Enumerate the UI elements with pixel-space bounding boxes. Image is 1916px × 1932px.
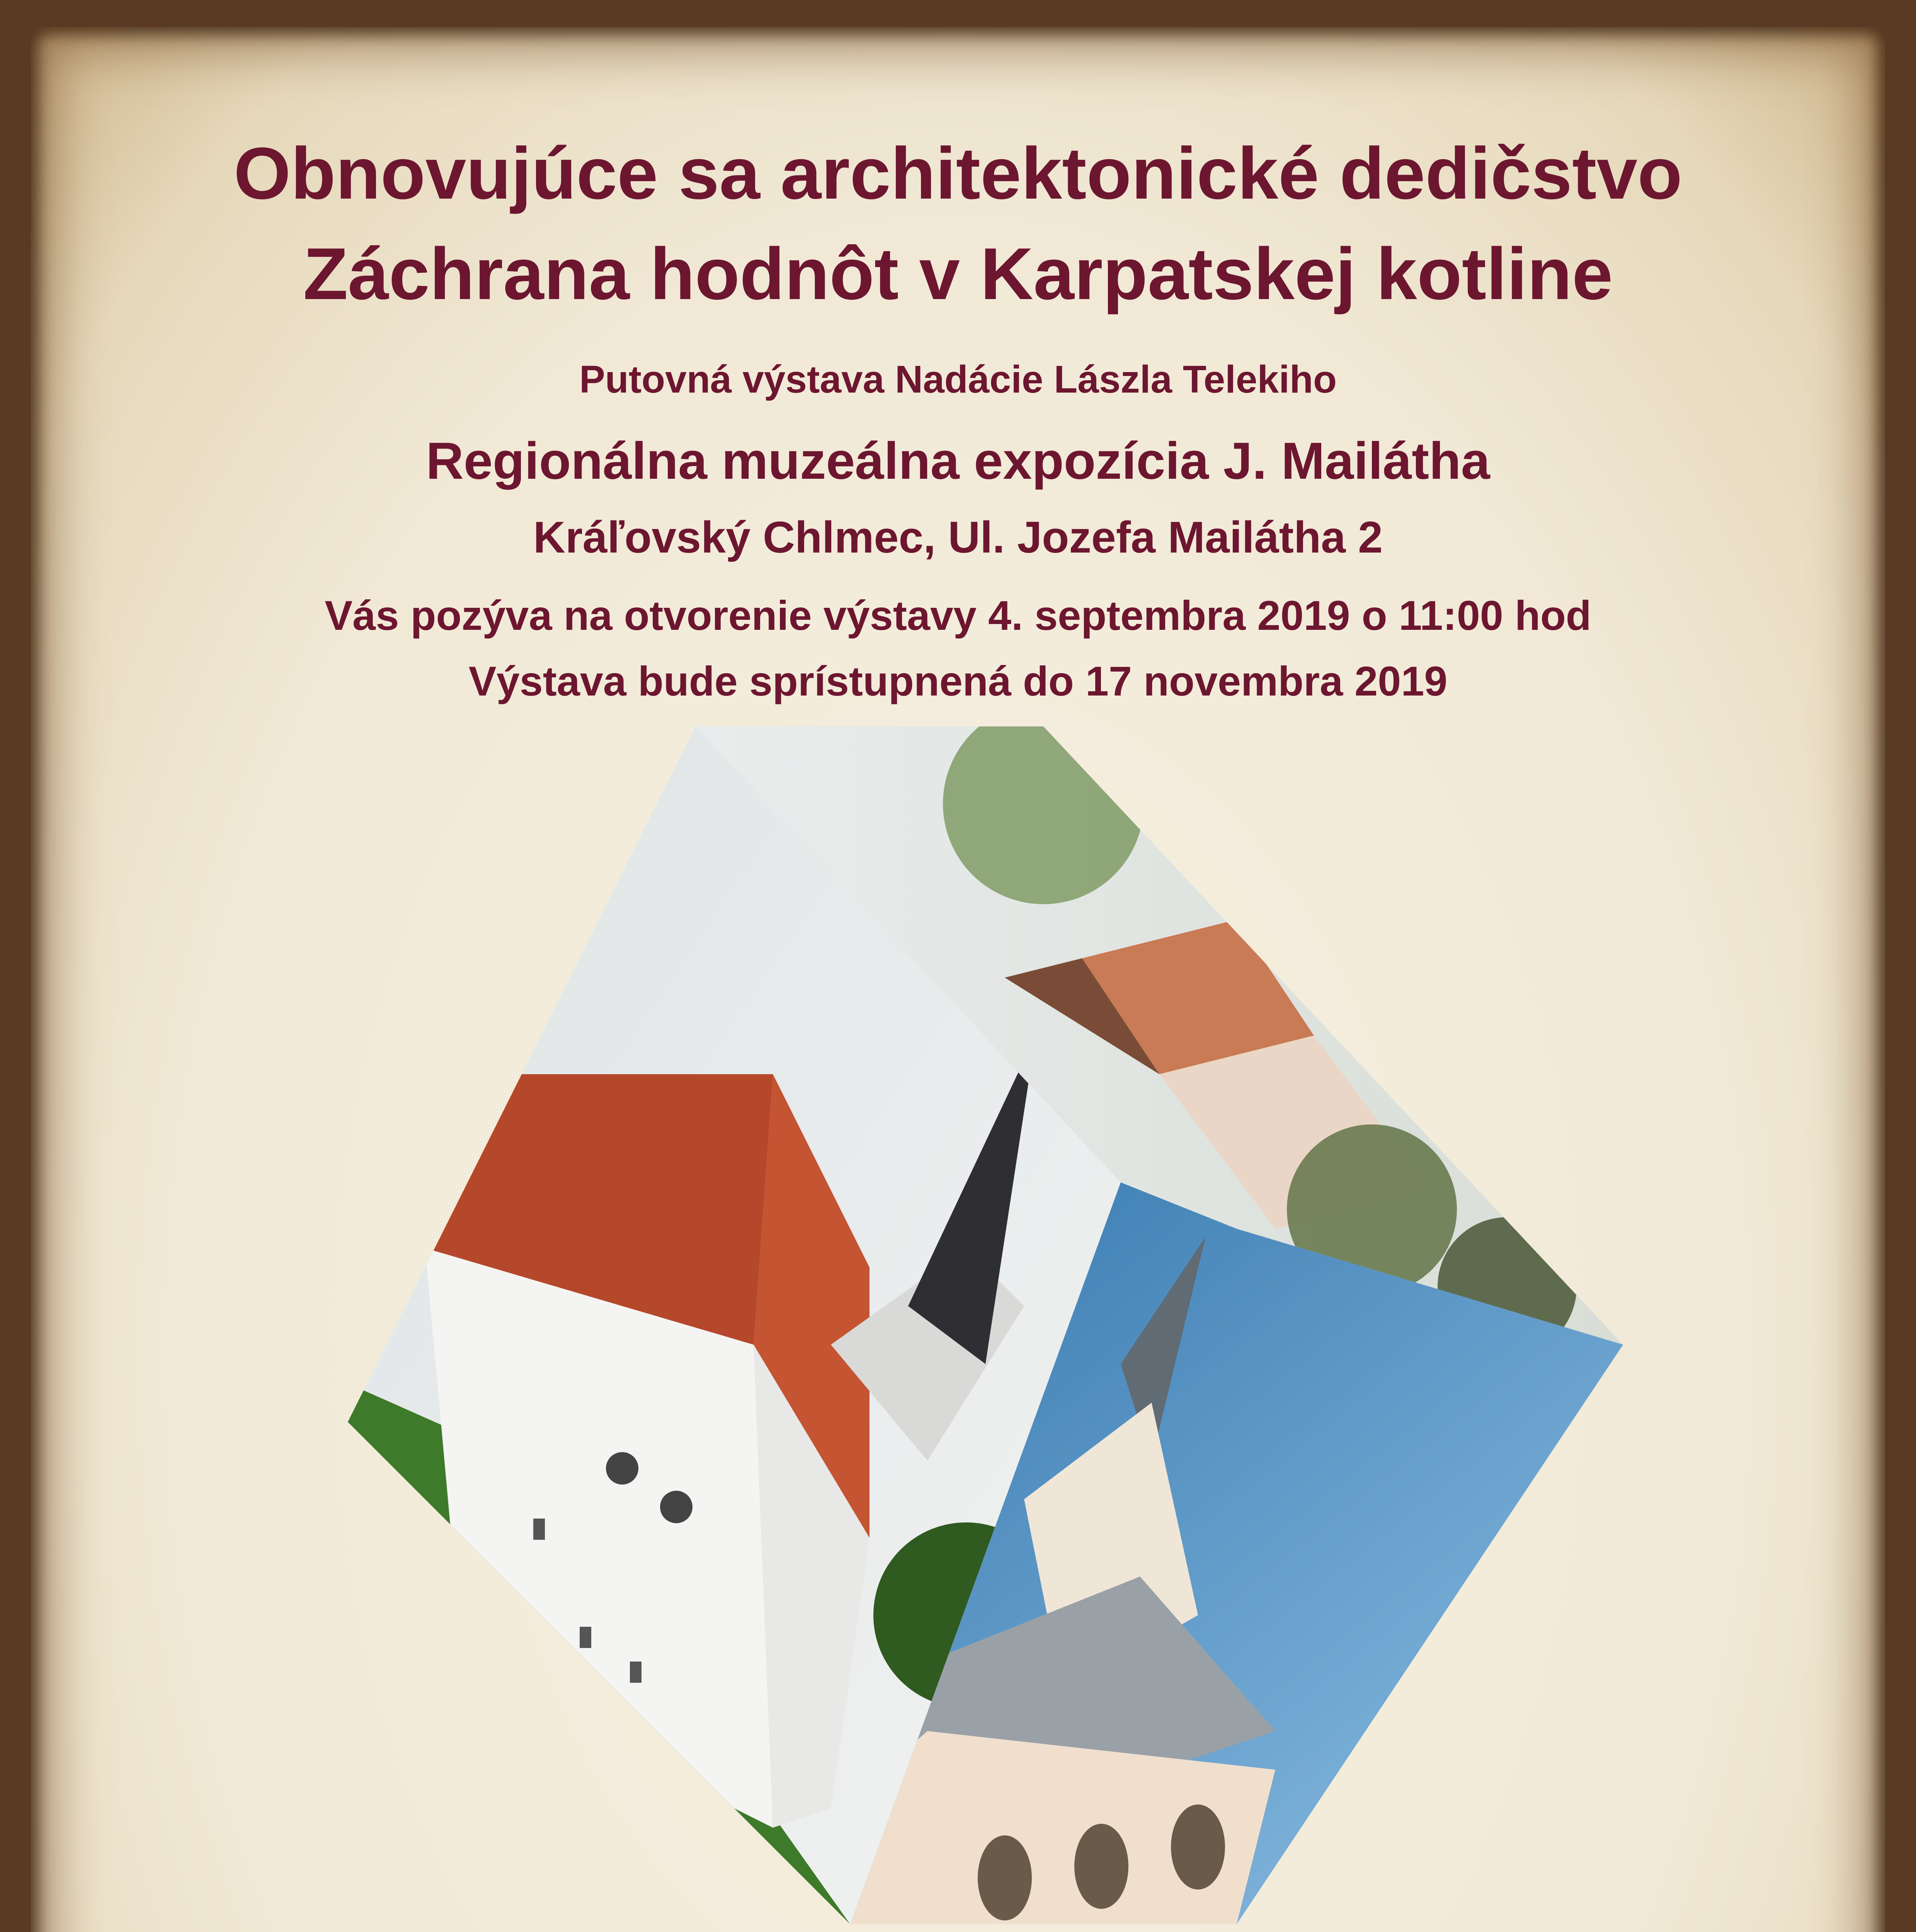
slovak-invitation: Vás pozýva na otvorenie výstavy 4. septembra 2019 o 11:00 hod <box>325 592 1591 639</box>
slovak-title-line1: Obnovujúce sa architektonické dedičstvo <box>233 133 1683 214</box>
slovak-subtitle: Putovná výstava Nadácie Lászla Telekiho <box>579 358 1337 401</box>
slovak-venue: Regionálna muzeálna expozícia J. Mailátha <box>426 432 1490 490</box>
slovak-duration: Výstava bude sprístupnená do 17 novembra 2019 <box>468 658 1448 704</box>
slovak-address: Kráľovský Chlmec, Ul. Jozefa Mailátha 2 <box>533 513 1383 562</box>
church-photo-cube <box>348 726 1623 1924</box>
slovak-title-line2: Záchrana hodnôt v Karpatskej kotline <box>303 233 1613 315</box>
